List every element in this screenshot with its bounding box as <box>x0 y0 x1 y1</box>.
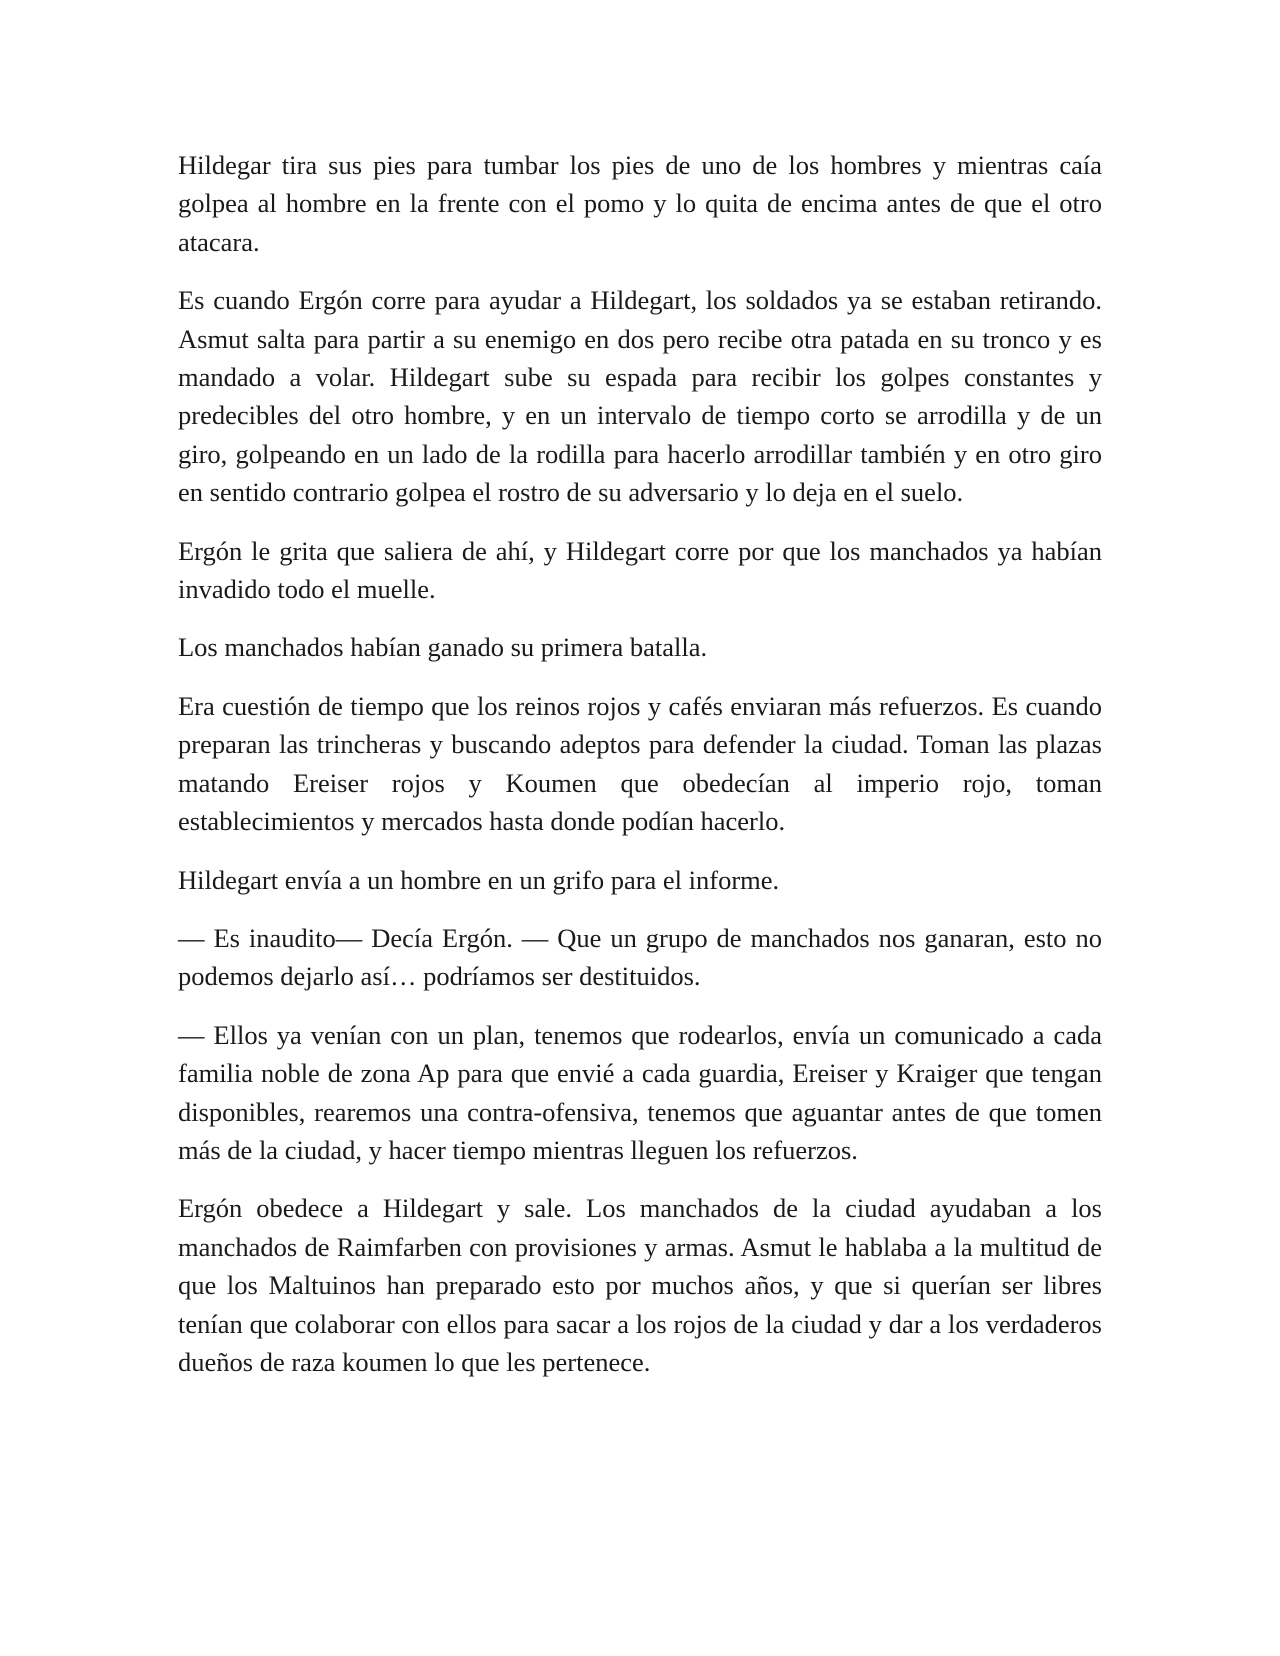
paragraph-4: Los manchados habían ganado su primera batalla. <box>178 632 708 663</box>
paragraph-7-dialogue: — Es inaudito— Decía Ergón. — Que un grupo de manchados nos ganaran, esto no podemos dejarlo así… podríamos ser destituidos. <box>178 922 1102 992</box>
paragraph-8-dialogue: — Ellos ya venían con un plan, tenemos que rodearlos, envía un comunicado a cada familia noble de zona Ap para que envié a cada guardia, Ereiser y Kraiger que tengan disponibles, rearemos una contra-ofensiva, tenemos que aguantar antes de que tomen más de la ciudad, y hacer tiempo mientras lleguen los refuerzos. <box>178 1019 1102 1165</box>
paragraph-5: Era cuestión de tiempo que los reinos rojos y cafés enviaran más refuerzos. Es cuando preparan las trincheras y buscando adeptos para defender la ciudad. Toman las plazas matando Ereiser rojos y Koumen que obedecían al imperio rojo, toman establecimientos y mercados hasta donde podían hacerlo. <box>178 690 1102 837</box>
paragraph-9: Ergón obedece a Hildegart y sale. Los manchados de la ciudad ayudaban a los manchados de Raimfarben con provisiones y armas. Asmut le hablaba a la multitud de que los Maltuinos han preparado esto por muchos años, y que si querían ser libres tenían que colaborar con ellos para sacar a los rojos de la ciudad y dar a los verdaderos dueños de raza koumen lo que les pertenece. <box>178 1193 1102 1377</box>
body-text <box>178 146 1102 1401</box>
paragraph-2: Es cuando Ergón corre para ayudar a Hildegart, los soldados ya se estaban retirando. Asmut salta para partir a su enemigo en dos pero recibe otra patada en su tronco y es mandado a volar. Hildegart sube su espada para recibir los golpes constantes y predecibles del otro hombre, y en un intervalo de tiempo corto se arrodilla y de un giro, golpeando en un lado de la rodilla para hacerlo arrodillar también y en otro giro en sentido contrario golpea el rostro de su adversario y lo deja en el suelo. <box>178 285 1102 508</box>
paragraph-1: Hildegar tira sus pies para tumbar los pies de uno de los hombres y mientras caía golpea al hombre en la frente con el pomo y lo quita de encima antes de que el otro atacara. <box>178 150 1102 257</box>
paragraph-3: Ergón le grita que saliera de ahí, y Hildegart corre por que los manchados ya habían invadido todo el muelle. <box>178 535 1102 605</box>
paragraph-6: Hildegart envía a un hombre en un grifo para el informe. <box>178 864 780 895</box>
